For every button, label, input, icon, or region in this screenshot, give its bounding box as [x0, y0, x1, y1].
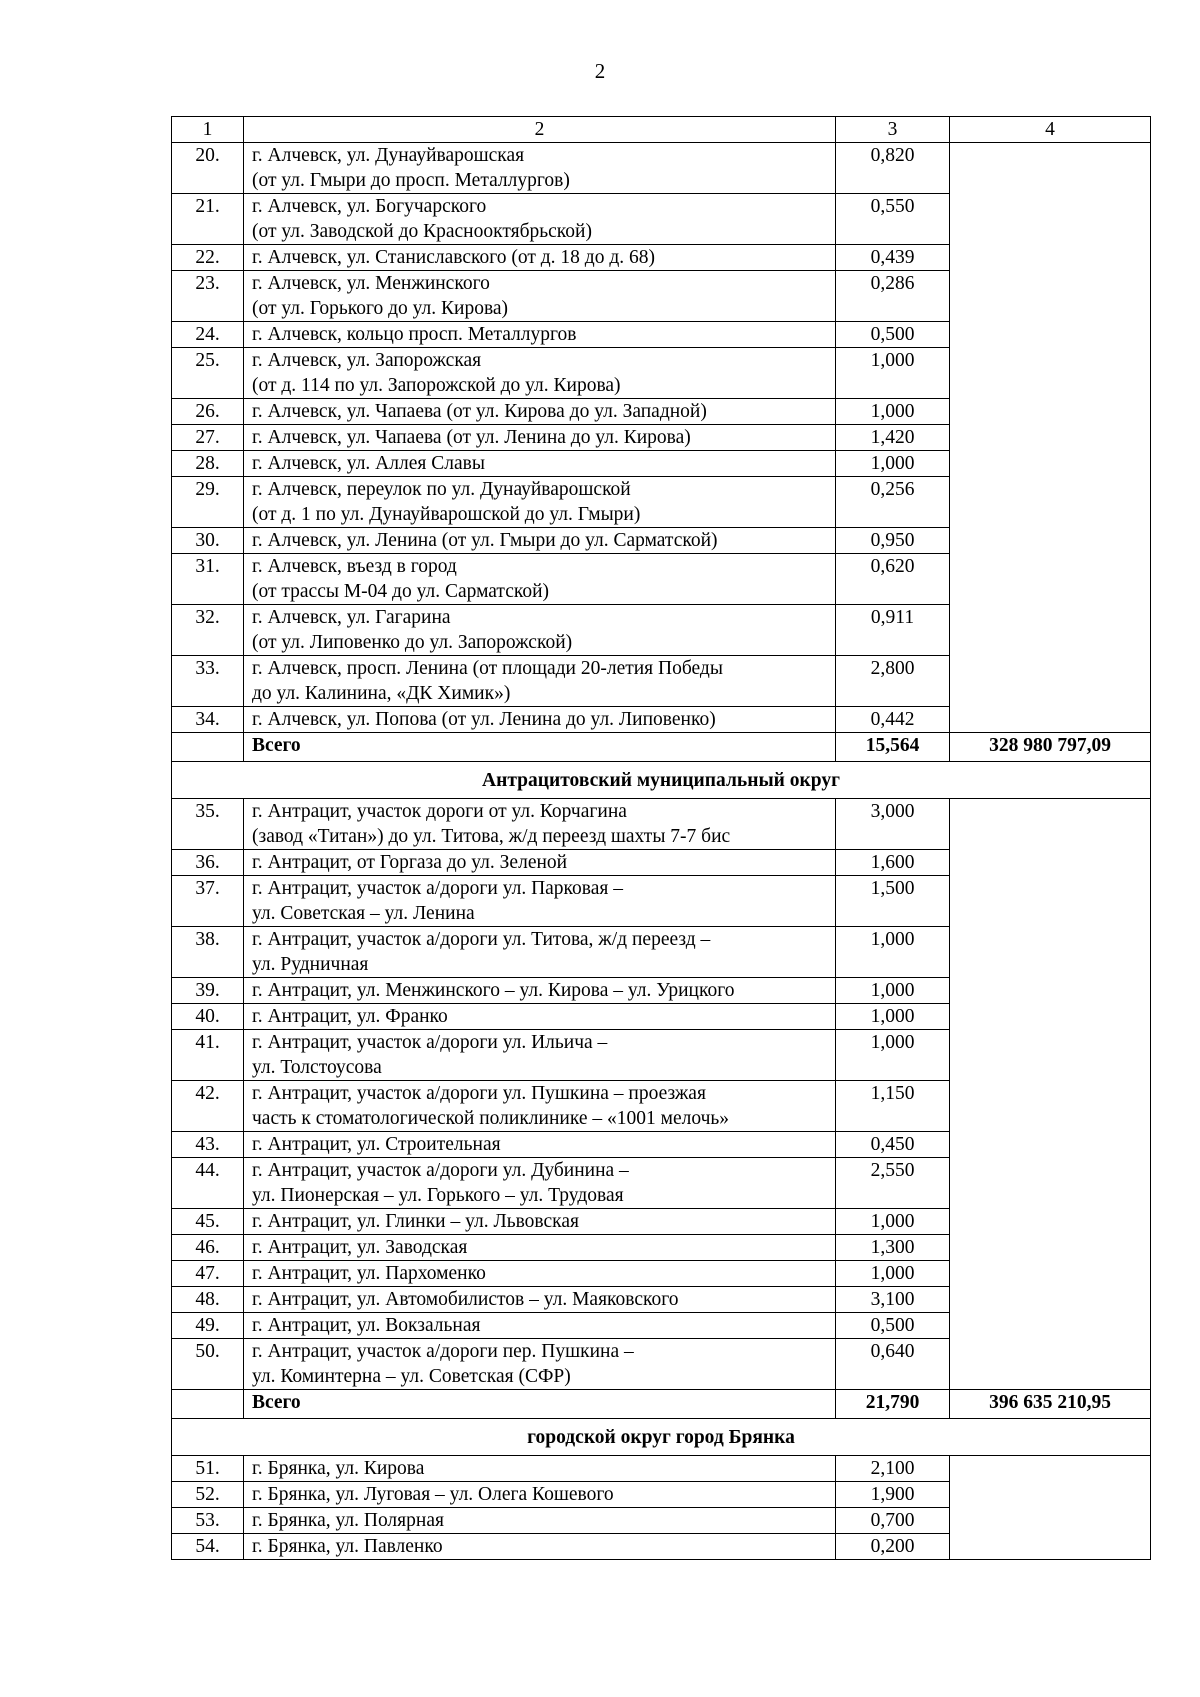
road-length: 0,700 [836, 1508, 950, 1534]
description-line: г. Антрацит, ул. Автомобилистов – ул. Маяковского [252, 1289, 679, 1310]
description-line: г. Брянка, ул. Полярная [252, 1510, 444, 1531]
road-length: 1,000 [836, 348, 950, 399]
total-empty-cell [172, 1390, 244, 1419]
row-number: 48. [172, 1287, 244, 1313]
description-line: г. Антрацит, участок а/дороги ул. Ильича – [252, 1032, 608, 1053]
total-length: 21,790 [836, 1390, 950, 1419]
road-length: 0,820 [836, 143, 950, 194]
section-title: Антрацитовский муниципальный округ [172, 762, 1151, 799]
description-line: (завод «Титан») до ул. Титова, ж/д переезд шахты 7-7 бис [252, 826, 731, 847]
road-description [244, 1209, 836, 1235]
road-description [244, 1508, 836, 1534]
description-line: г. Антрацит, участок а/дороги ул. Титова, ж/д переезд – [252, 929, 711, 950]
road-description [244, 1482, 836, 1508]
table-body [172, 117, 1151, 1560]
road-length: 1,000 [836, 399, 950, 425]
description-line: г. Алчевск, въезд в город [252, 556, 457, 577]
road-description [244, 322, 836, 348]
road-length: 1,000 [836, 978, 950, 1004]
description-line: г. Алчевск, ул. Чапаева (от ул. Кирова до ул. Западной) [252, 401, 707, 422]
road-length: 1,000 [836, 451, 950, 477]
description-line: г. Антрацит, ул. Заводская [252, 1237, 468, 1258]
row-number: 38. [172, 927, 244, 978]
row-number: 52. [172, 1482, 244, 1508]
description-line: г. Алчевск, ул. Ленина (от ул. Гмыри до ул. Сарматской) [252, 530, 718, 551]
road-description [244, 605, 836, 656]
row-number: 21. [172, 194, 244, 245]
description-line: г. Антрацит, участок а/дороги ул. Дубинина – [252, 1160, 629, 1181]
description-line: г. Антрацит, ул. Глинки – ул. Львовская [252, 1211, 579, 1232]
road-description [244, 554, 836, 605]
description-line: г. Брянка, ул. Павленко [252, 1536, 443, 1557]
description-line: г. Алчевск, ул. Менжинского [252, 273, 490, 294]
row-number: 28. [172, 451, 244, 477]
cost-cell-merged [950, 799, 1151, 1390]
description-line: г. Алчевск, кольцо просп. Металлургов [252, 324, 577, 345]
road-length: 1,000 [836, 1030, 950, 1081]
row-number: 20. [172, 143, 244, 194]
description-line: г. Брянка, ул. Кирова [252, 1458, 425, 1479]
road-length: 2,100 [836, 1456, 950, 1482]
row-number: 37. [172, 876, 244, 927]
road-description [244, 451, 836, 477]
row-number: 50. [172, 1339, 244, 1390]
road-length: 1,600 [836, 850, 950, 876]
road-description [244, 194, 836, 245]
row-number: 22. [172, 245, 244, 271]
road-description [244, 656, 836, 707]
row-number: 49. [172, 1313, 244, 1339]
row-number: 24. [172, 322, 244, 348]
road-description [244, 850, 836, 876]
total-label: Всего [244, 733, 836, 762]
road-length: 0,442 [836, 707, 950, 733]
total-length: 15,564 [836, 733, 950, 762]
road-description [244, 876, 836, 927]
row-number: 27. [172, 425, 244, 451]
road-length: 0,500 [836, 1313, 950, 1339]
road-length: 1,000 [836, 927, 950, 978]
description-line: г. Антрацит, участок а/дороги ул. Пушкина – проезжая [252, 1083, 706, 1104]
road-description [244, 1235, 836, 1261]
cost-cell-merged [950, 1456, 1151, 1560]
road-length: 0,950 [836, 528, 950, 554]
description-line: ул. Рудничная [252, 954, 369, 975]
header-col-4: 4 [950, 117, 1151, 143]
road-description [244, 1158, 836, 1209]
description-line: г. Алчевск, ул. Аллея Славы [252, 453, 485, 474]
description-line: ул. Советская – ул. Ленина [252, 903, 475, 924]
description-line: г. Алчевск, ул. Богучарского [252, 196, 487, 217]
road-length: 3,100 [836, 1287, 950, 1313]
road-length: 0,450 [836, 1132, 950, 1158]
road-description [244, 1339, 836, 1390]
road-description [244, 143, 836, 194]
section-row [172, 1419, 1151, 1456]
road-description [244, 1030, 836, 1081]
road-description [244, 348, 836, 399]
description-line: г. Алчевск, переулок по ул. Дунауйварошской [252, 479, 631, 500]
description-line: г. Антрацит, участок а/дороги пер. Пушкина – [252, 1341, 634, 1362]
description-line: ул. Коминтерна – ул. Советская (СФР) [252, 1366, 571, 1387]
table-row [172, 143, 1151, 194]
description-line: (от ул. Горького до ул. Кирова) [252, 298, 509, 319]
road-description [244, 1261, 836, 1287]
header-col-3: 3 [836, 117, 950, 143]
row-number: 39. [172, 978, 244, 1004]
roads-table [171, 116, 1151, 1560]
total-label: Всего [244, 1390, 836, 1419]
road-description [244, 707, 836, 733]
road-length: 0,200 [836, 1534, 950, 1560]
row-number: 23. [172, 271, 244, 322]
description-line: г. Антрацит, ул. Строительная [252, 1134, 501, 1155]
row-number: 40. [172, 1004, 244, 1030]
row-number: 34. [172, 707, 244, 733]
road-length: 0,256 [836, 477, 950, 528]
road-length: 1,000 [836, 1004, 950, 1030]
row-number: 53. [172, 1508, 244, 1534]
road-length: 0,439 [836, 245, 950, 271]
header-col-1: 1 [172, 117, 244, 143]
description-line: (от трассы М-04 до ул. Сарматской) [252, 581, 550, 602]
road-length: 1,000 [836, 1209, 950, 1235]
row-number: 47. [172, 1261, 244, 1287]
description-line: г. Алчевск, просп. Ленина (от площади 20-летия Победы [252, 658, 723, 679]
description-line: г. Алчевск, ул. Гагарина [252, 607, 451, 628]
description-line: (от д. 114 по ул. Запорожской до ул. Кирова) [252, 375, 621, 396]
cost-cell-merged [950, 143, 1151, 733]
description-line: г. Антрацит, ул. Пархоменко [252, 1263, 486, 1284]
road-length: 0,620 [836, 554, 950, 605]
road-length: 2,550 [836, 1158, 950, 1209]
description-line: г. Брянка, ул. Луговая – ул. Олега Кошевого [252, 1484, 614, 1505]
row-number: 46. [172, 1235, 244, 1261]
road-description [244, 528, 836, 554]
road-length: 1,000 [836, 1261, 950, 1287]
description-line: г. Антрацит, ул. Франко [252, 1006, 448, 1027]
row-number: 33. [172, 656, 244, 707]
description-line: (от ул. Липовенко до ул. Запорожской) [252, 632, 573, 653]
road-length: 0,911 [836, 605, 950, 656]
row-number: 51. [172, 1456, 244, 1482]
total-empty-cell [172, 733, 244, 762]
road-length: 1,500 [836, 876, 950, 927]
road-length: 3,000 [836, 799, 950, 850]
road-description [244, 799, 836, 850]
row-number: 25. [172, 348, 244, 399]
row-number: 30. [172, 528, 244, 554]
road-length: 1,420 [836, 425, 950, 451]
road-description [244, 1132, 836, 1158]
road-description [244, 245, 836, 271]
description-line: часть к стоматологической поликлинике – «1001 мелочь» [252, 1108, 730, 1129]
road-description [244, 1313, 836, 1339]
description-line: г. Алчевск, ул. Чапаева (от ул. Ленина до ул. Кирова) [252, 427, 691, 448]
road-description [244, 271, 836, 322]
description-line: г. Алчевск, ул. Станиславского (от д. 18 до д. 68) [252, 247, 656, 268]
road-length: 0,550 [836, 194, 950, 245]
road-description [244, 1456, 836, 1482]
table-row [172, 1456, 1151, 1482]
row-number: 36. [172, 850, 244, 876]
total-row [172, 1390, 1151, 1419]
description-line: до ул. Калинина, «ДК Химик») [252, 683, 511, 704]
row-number: 43. [172, 1132, 244, 1158]
description-line: г. Антрацит, участок а/дороги ул. Парковая – [252, 878, 623, 899]
road-description [244, 927, 836, 978]
total-row [172, 733, 1151, 762]
section-title: городской округ город Брянка [172, 1419, 1151, 1456]
description-line: (от ул. Заводской до Краснооктябрьской) [252, 221, 592, 242]
road-length: 0,286 [836, 271, 950, 322]
page-number: 2 [594, 59, 606, 83]
description-line: г. Антрацит, от Горгаза до ул. Зеленой [252, 852, 568, 873]
road-length: 1,900 [836, 1482, 950, 1508]
row-number: 29. [172, 477, 244, 528]
description-line: г. Алчевск, ул. Попова (от ул. Ленина до ул. Липовенко) [252, 709, 716, 730]
description-line: г. Антрацит, ул. Вокзальная [252, 1315, 481, 1336]
row-number: 44. [172, 1158, 244, 1209]
road-description [244, 978, 836, 1004]
description-line: ул. Пионерская – ул. Горького – ул. Трудовая [252, 1185, 624, 1206]
road-length: 1,300 [836, 1235, 950, 1261]
row-number: 32. [172, 605, 244, 656]
row-number: 26. [172, 399, 244, 425]
road-description [244, 1004, 836, 1030]
total-sum: 328 980 797,09 [950, 733, 1151, 762]
row-number: 41. [172, 1030, 244, 1081]
row-number: 35. [172, 799, 244, 850]
description-line: г. Антрацит, участок дороги от ул. Корчагина [252, 801, 627, 822]
description-line: (от д. 1 по ул. Дунауйварошской до ул. Гмыри) [252, 504, 641, 525]
header-col-2: 2 [244, 117, 836, 143]
description-line: г. Алчевск, ул. Дунауйварошская [252, 145, 525, 166]
road-description [244, 425, 836, 451]
row-number: 45. [172, 1209, 244, 1235]
description-line: г. Алчевск, ул. Запорожская [252, 350, 482, 371]
road-length: 0,500 [836, 322, 950, 348]
description-line: г. Антрацит, ул. Менжинского – ул. Кирова – ул. Урицкого [252, 980, 735, 1001]
road-length: 1,150 [836, 1081, 950, 1132]
description-line: ул. Толстоусова [252, 1057, 382, 1078]
row-number: 54. [172, 1534, 244, 1560]
road-description [244, 1081, 836, 1132]
row-number: 42. [172, 1081, 244, 1132]
road-description [244, 1534, 836, 1560]
table-row [172, 799, 1151, 850]
section-row [172, 762, 1151, 799]
description-line: (от ул. Гмыри до просп. Металлургов) [252, 170, 570, 191]
road-length: 2,800 [836, 656, 950, 707]
total-sum: 396 635 210,95 [950, 1390, 1151, 1419]
road-description [244, 1287, 836, 1313]
table-header-row [172, 117, 1151, 143]
road-length: 0,640 [836, 1339, 950, 1390]
row-number: 31. [172, 554, 244, 605]
road-description [244, 477, 836, 528]
road-description [244, 399, 836, 425]
